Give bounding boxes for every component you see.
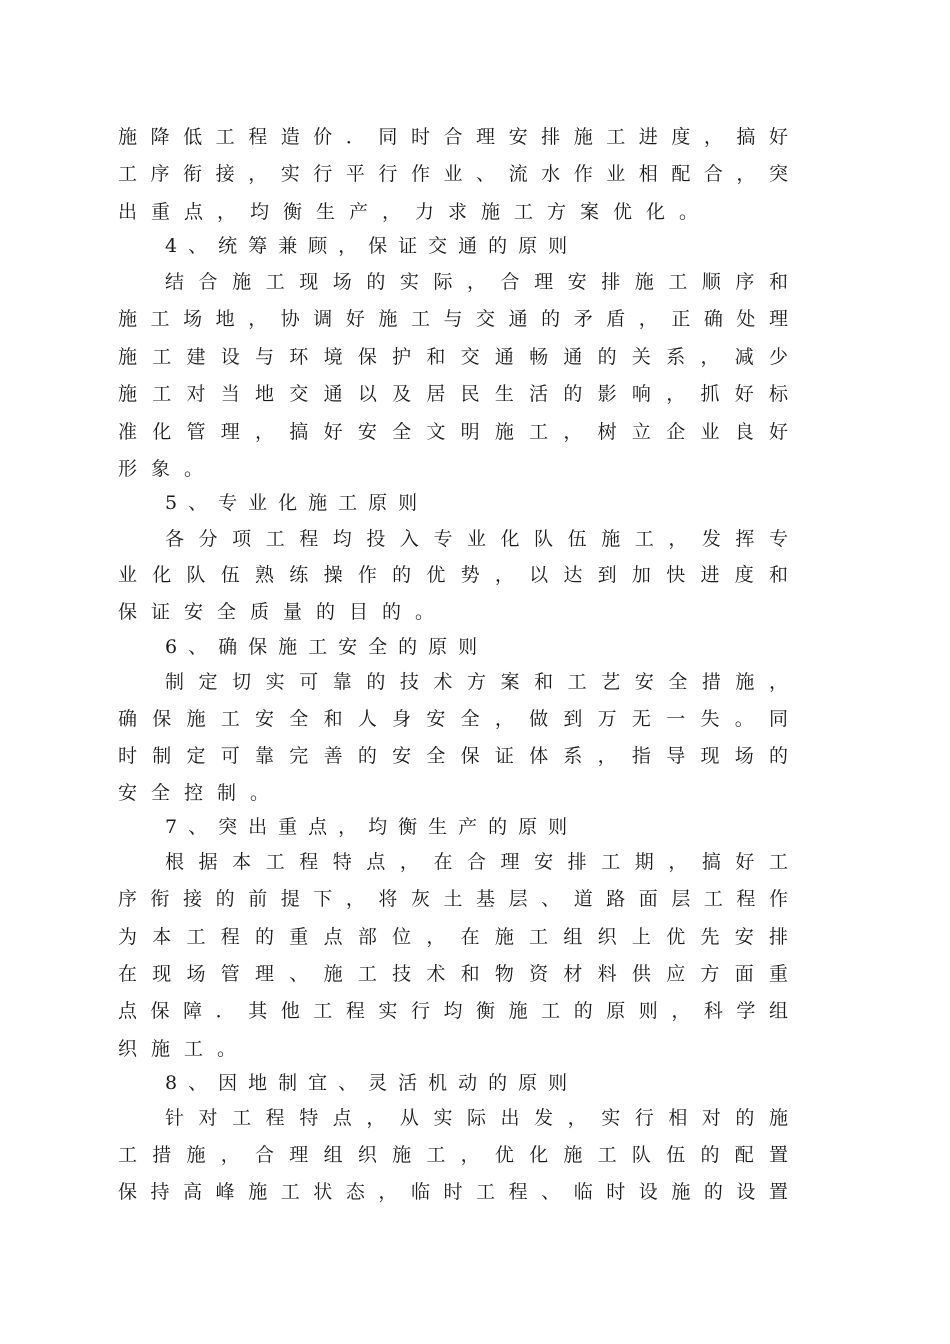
body-text-line: 在现场管理、施工技术和物资材料供应方面重 [118, 963, 790, 985]
body-text-line: 形象。 [118, 458, 218, 480]
body-text-line: 出重点，均衡生产，力求施工方案优化。 [118, 201, 713, 223]
body-text-line: 点保障．其他工程实行均衡施工的原则，科学组 [118, 1000, 790, 1022]
body-text-line: 安全控制。 [118, 782, 284, 804]
body-text-line: 准化管理，搞好安全文明施工，树立企业良好 [118, 421, 790, 443]
body-text-line: 施工对当地交通以及居民生活的影响，抓好标 [118, 383, 790, 405]
body-text-line: 施工场地，协调好施工与交通的矛盾，正确处理 [118, 308, 790, 330]
paragraph-first-line: 各分项工程均投入专业化队伍施工，发挥专 [165, 528, 790, 550]
section-heading-4: 4、统筹兼顾，保证交通的原则 [165, 235, 579, 257]
paragraph-first-line: 结合施工现场的实际，合理安排施工顺序和 [165, 271, 790, 293]
body-text-line: 业化队伍熟练操作的优势，以达到加快进度和 [118, 564, 790, 586]
body-text-line: 时制定可靠完善的安全保证体系，指导现场的 [118, 745, 790, 767]
body-text-line: 工措施，合理组织施工，优化施工队伍的配置 [118, 1144, 790, 1166]
section-heading-8: 8、因地制宜、灵活机动的原则 [165, 1072, 579, 1094]
body-text-line: 保证安全质量的目的。 [118, 601, 449, 623]
body-text-line: 为本工程的重点部位，在施工组织上优先安排 [118, 926, 790, 948]
body-text-line: 施工建设与环境保护和交通畅通的关系，减少 [118, 346, 790, 368]
body-text-line: 序衔接的前提下，将灰土基层、道路面层工程作 [118, 888, 790, 910]
body-text-line: 工序衔接，实行平行作业、流水作业相配合，突 [118, 163, 790, 185]
body-text-line: 织施工。 [118, 1038, 251, 1060]
section-heading-5: 5、专业化施工原则 [165, 492, 429, 514]
body-text-line: 确保施工安全和人身安全，做到万无一失。同 [118, 708, 790, 730]
section-heading-6: 6、确保施工安全的原则 [165, 636, 489, 658]
section-heading-7: 7、突出重点，均衡生产的原则 [165, 816, 579, 838]
paragraph-first-line: 针对工程特点，从实际出发，实行相对的施 [165, 1107, 790, 1129]
body-text-line: 施降低工程造价．同时合理安排施工进度，搞好 [118, 126, 790, 148]
paragraph-first-line: 根据本工程特点，在合理安排工期，搞好工 [165, 851, 790, 873]
body-text-line: 保持高峰施工状态，临时工程、临时设施的设置 [118, 1181, 790, 1203]
paragraph-first-line: 制定切实可靠的技术方案和工艺安全措施， [165, 671, 790, 693]
